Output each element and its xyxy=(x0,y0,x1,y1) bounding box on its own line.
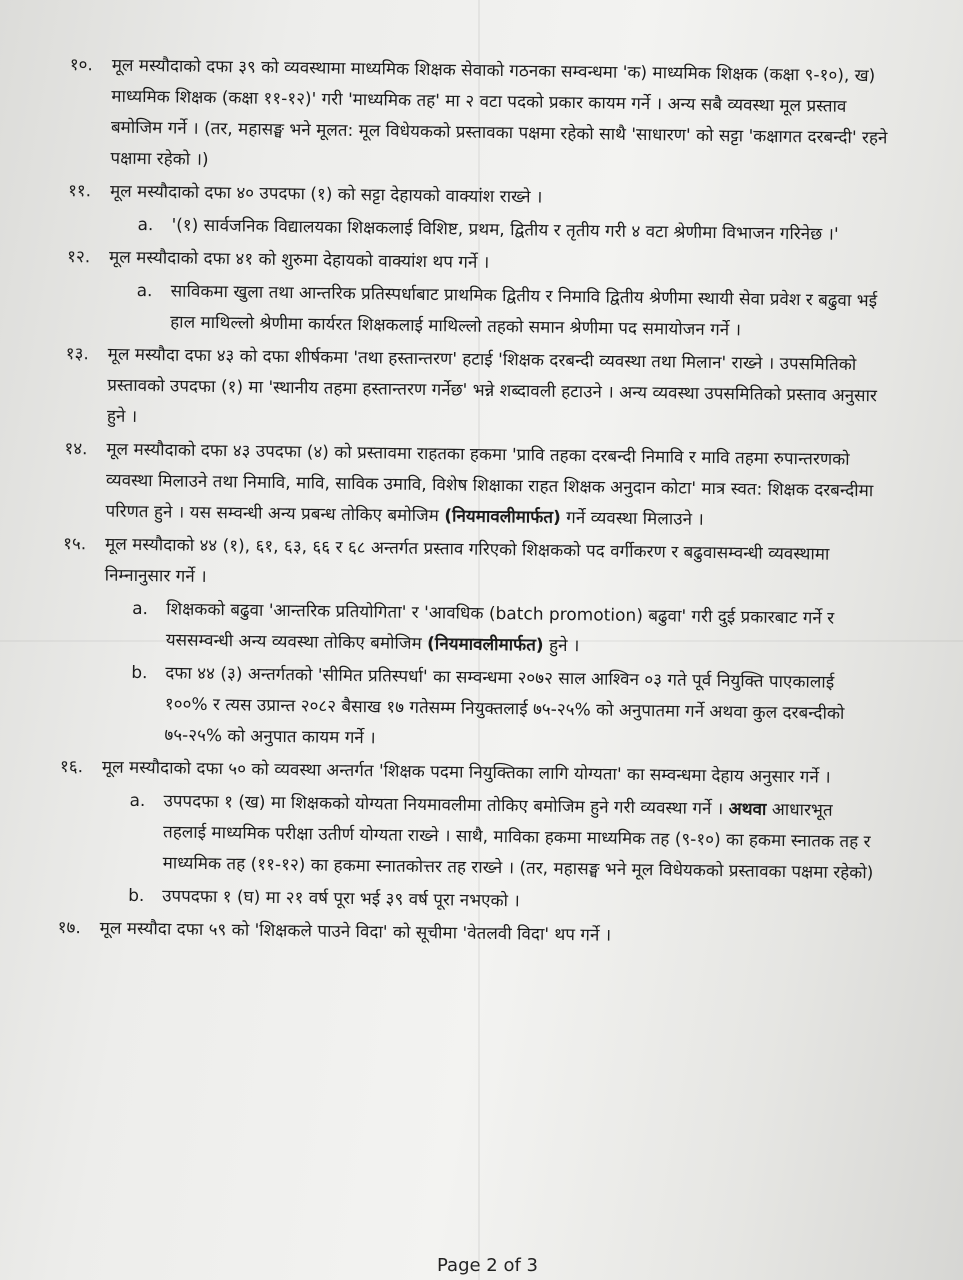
clause-number: १०. xyxy=(69,54,94,76)
clause-16-sub-a xyxy=(128,786,879,889)
clause-text: मूल मस्यौदा दफा ५९ को 'शिक्षकले पाउने विदा' को सूचीमा 'वेतलवी विदा' थप गर्ने । xyxy=(99,918,612,946)
sub-text: साविकमा खुला तथा आन्तरिक प्रतिस्पर्धाबाट प्राथमिक द्वितीय र निमावि द्वितीय श्रेणीमा स्थायी सेवा प्रवेश र बढुवा भई हाल माथिल्लो श्रेणीमा कार्यरत शिक्षकलाई माथिल्लो तहको समान श्रेणीमा पद समायोजन गर्ने । xyxy=(170,281,878,341)
sub-marker: b. xyxy=(131,662,148,684)
clause-text-main: मूल मस्यौदाको दफा ४३ उपदफा (४) को प्रस्तावमा राहतका हकमा 'प्रावि तहका दरबन्दी निमावि र मावि तहमा रुपान्तरणको व्यवस्था मिलाउने तथा निमावि, मावि, साविक उमावि, विशेष शिक्षाका राहत शिक्षक अनुदान कोटा' मात्र स्वत: शिक्षक दरबन्दीमा परिणत हुने । यस सम्वन्धी अन्य प्रबन्ध तोकिए बमोजिम xyxy=(105,439,874,527)
clause-13 xyxy=(65,339,886,443)
clause-text-end: गर्ने व्यवस्था मिलाउने । xyxy=(560,507,704,530)
clause-text: मूल मस्यौदाको ४४ (१), ६१, ६३, ६६ र ६८ अन्तर्गत प्रस्ताव गरिएको शिक्षकको पद वर्गीकरण र बढुवासम्वन्धी व्यवस्थामा निम्नानुसार गर्ने । xyxy=(104,534,830,587)
clause-number: १४. xyxy=(64,438,88,460)
clause-text xyxy=(105,435,884,539)
clause-15 xyxy=(62,529,883,602)
clause-15-sub-b xyxy=(130,658,881,761)
clause-text: मूल मस्यौदाको दफा ३९ को व्यवस्थामा माध्यमिक शिक्षक सेवाको गठनका सम्वन्धमा 'क) माध्यमिक शिक्षक (कक्षा ९-१०), ख) माध्यमिक शिक्षक (कक्षा ११-१२)' गरी 'माध्यमिक तह' मा २ वटा पदको प्रकार कायम गर्ने । अन्य सबै व्यवस्था मूल प्रस्ताव बमोजिम गर्ने । (तर, महासङ्घ भने मूलत: मूल विधेयकको प्रस्तावका पक्षमा रहेको साथै 'साधारण' को सट्टा 'कक्षागत दरबन्दी' रहने पक्षामा रहेको ।) xyxy=(110,55,888,170)
clause-14 xyxy=(63,434,884,538)
sub-text-main: शिक्षकको बढुवा 'आन्तरिक प्रतियोगिता' र 'आवधिक (batch promotion) बढुवा' गरी दुई प्रकारबाट गर्ने र यससम्वन्धी अन्य व्यवस्था तोकिए बमोजिम xyxy=(165,599,835,655)
clause-number: १७. xyxy=(57,917,81,939)
clause-12-sub-a xyxy=(136,276,887,348)
bold-emphasis: अथवा xyxy=(728,799,767,820)
sub-marker: b. xyxy=(128,885,145,907)
sub-text-main: उपपदफा १ (ख) मा शिक्षकको योग्यता नियमावलीमा तोकिए बमोजिम हुने गरी व्यवस्था गर्ने । xyxy=(163,791,729,820)
clause-number: ११. xyxy=(67,180,92,202)
clause-number: १३. xyxy=(65,343,89,365)
bold-emphasis: (नियमावलीमार्फत) xyxy=(444,506,561,528)
sub-marker: a. xyxy=(129,790,146,812)
sub-marker: a. xyxy=(136,280,153,302)
clause-number: १५. xyxy=(62,533,87,555)
document-body xyxy=(57,50,889,957)
clause-text: मूल मस्यौदाको दफा ४१ को शुरुमा देहायको वाक्यांश थप गर्ने । xyxy=(108,247,490,273)
clause-number: १६. xyxy=(59,756,84,778)
sub-text-end: आधारभूत तहलाई माध्यमिक परीक्षा उतीर्ण योग्यता राख्ने । साथै, माविका हकमा माध्यमिक तह (९-१०) का हकमा स्नातक तह र माध्यमिक तह (११-१२) का हकमा स्नातकोत्तर तह राख्ने । (तर, महासङ्घ भने मूल विधेयकको प्रस्तावका पक्षमा रहेको) xyxy=(162,799,874,884)
bold-emphasis: (नियमावलीमार्फत) xyxy=(426,634,544,656)
clause-number: १२. xyxy=(66,246,91,268)
sub-text xyxy=(166,594,883,666)
sub-text: उपपदफा १ (घ) मा २१ वर्ष पूरा भई ३९ वर्ष पूरा नभएको । xyxy=(162,886,520,912)
clause-text: मूल मस्यौदाको दफा ४० उपदफा (१) को सट्टा देहायको वाक्यांश राख्ने । xyxy=(109,181,543,208)
clause-text: मूल मस्यौदा दफा ४३ को दफा शीर्षकमा 'तथा हस्तान्तरण' हटाई 'शिक्षक दरबन्दी व्यवस्था तथा मिलान' राख्ने । उपसमितिको प्रस्तावको उपदफा (१) मा 'स्थानीय तहमा हस्तान्तरण गर्नेछ' भन्ने शब्दावली हटाउने । अन्य व्यवस्था उपसमितिको प्रस्ताव अनुसार हुने । xyxy=(106,344,878,427)
sub-text: '(१) सार्वजनिक विद्यालयका शिक्षकलाई विशिष्ट, प्रथम, द्वितीय र तृतीय गरी ४ वटा श्रेणीमा विभाजन गरिनेछ ।' xyxy=(171,215,839,245)
sub-text xyxy=(162,786,879,889)
sub-marker: a. xyxy=(137,214,154,236)
clause-15-sub-a xyxy=(132,594,883,666)
clause-text: मूल मस्यौदाको दफा ५० को व्यवस्था अन्तर्गत 'शिक्षक पदमा नियुक्तिका लागि योग्यता' का सम्वन्धमा देहाय अनुसार गर्ने । xyxy=(101,757,831,788)
clause-10 xyxy=(68,50,890,185)
sub-text-end: हुने । xyxy=(543,635,580,657)
sub-marker: a. xyxy=(132,598,149,620)
page-footer: Page 2 of 3 xyxy=(437,1255,538,1276)
sub-text: दफा ४४ (३) अन्तर्गतको 'सीमित प्रतिस्पर्धा' का सम्वन्धमा २०७२ साल आश्विन ०३ गते पूर्व नियुक्ति पाएकालाई १००% र त्यस उप्रान्त २०८२ बैसाख १७ गतेसम्म नियुक्तलाई ७५-२५% को अनुपातमा गर्ने अथवा कुल दरबन्दीको ७५-२५% को अनुपात कायम गर्ने । xyxy=(164,663,845,749)
